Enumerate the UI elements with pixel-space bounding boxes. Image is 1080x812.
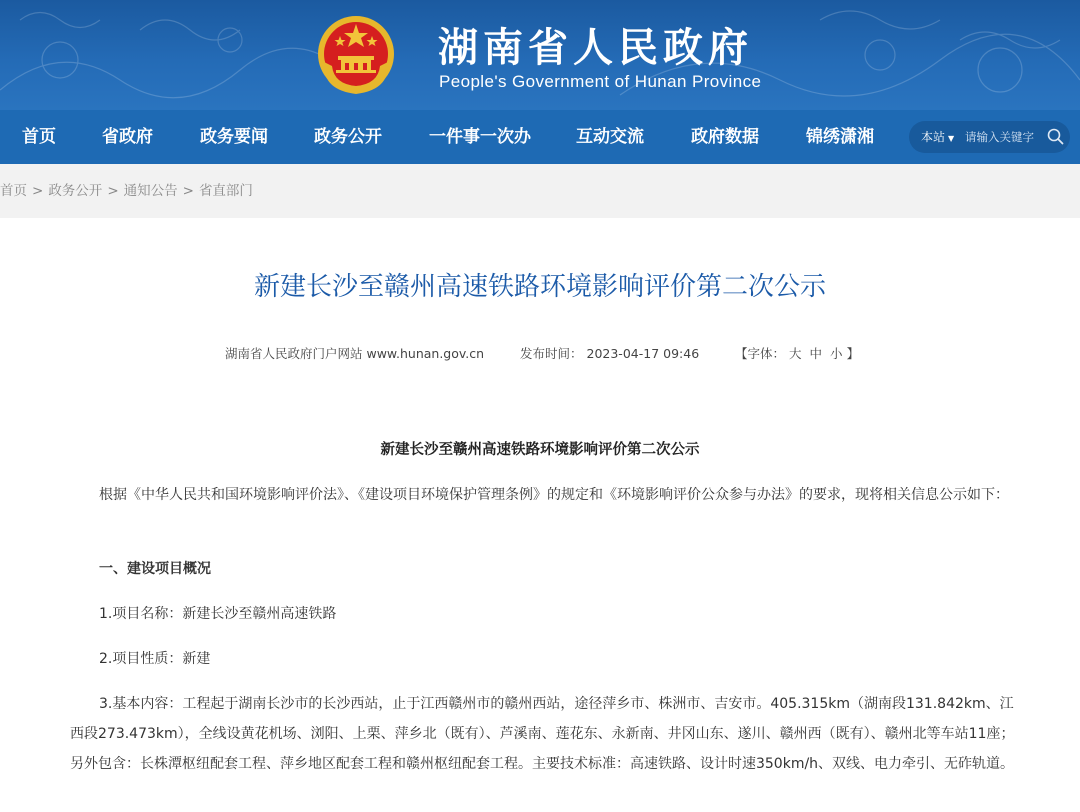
search-bar (909, 121, 1070, 153)
breadcrumb-separator: > (107, 183, 119, 199)
nav-item-government-news[interactable]: 政务要闻 (200, 127, 268, 147)
breadcrumb-separator: > (182, 183, 194, 199)
font-size-medium-button[interactable]: 中 (809, 346, 823, 361)
breadcrumb (0, 180, 253, 202)
breadcrumb-home[interactable]: 首页 (0, 183, 27, 199)
intro-paragraph: 根据《中华人民共和国环境影响评价法》、《建设项目环境保护管理条例》的规定和《环境影响评价公众参与办法》的要求，现将相关信息公示如下： (99, 487, 1009, 503)
nav-item-splendid-hunan[interactable]: 锦绣潇湘 (806, 127, 874, 147)
article-title: 新建长沙至赣州高速铁路环境影响评价第二次公示 (253, 272, 826, 302)
publish-time-label: 发布时间： (520, 346, 583, 361)
section-heading-project-overview: 一、建设项目概况 (99, 561, 211, 577)
breadcrumb-government-affairs[interactable]: 政务公开 (48, 183, 103, 199)
font-size-large-button[interactable]: 大 (789, 346, 802, 361)
publish-time-value: 2023-04-17 09:46 (586, 346, 700, 361)
font-size-label: 【字体： (735, 346, 786, 361)
nav-item-government-data[interactable]: 政府数据 (691, 127, 759, 147)
breadcrumb-provincial-departments[interactable]: 省直部门 (198, 183, 253, 199)
font-size-close-bracket: 】 (846, 346, 860, 361)
nav-item-home[interactable]: 首页 (22, 127, 56, 147)
site-header (0, 0, 1080, 110)
search-input[interactable] (965, 127, 1045, 147)
item-project-nature: 2.项目性质：新建 (99, 651, 211, 667)
nav-item-interaction[interactable]: 互动交流 (576, 127, 644, 147)
breadcrumb-separator: > (32, 183, 44, 199)
search-scope-select[interactable] (921, 121, 954, 155)
search-icon[interactable] (1047, 128, 1064, 145)
article-publish-time (520, 344, 699, 362)
font-size-control (735, 344, 859, 362)
caret-down-icon: ▼ (948, 134, 955, 143)
site-title[interactable]: 湖南省人民政府 (438, 25, 753, 71)
search-scope-label: 本站 (921, 130, 946, 144)
site-subtitle: People's Government of Hunan Province (439, 72, 762, 91)
nav-item-government-affairs-disclosure[interactable]: 政务公开 (314, 127, 382, 147)
article-source: 湖南省人民政府门户网站 www.hunan.gov.cn (225, 346, 485, 361)
document-heading: 新建长沙至赣州高速铁路环境影响评价第二次公示 (380, 442, 700, 458)
national-emblem-logo[interactable] (316, 12, 396, 98)
breadcrumb-notices[interactable]: 通知公告 (123, 183, 178, 199)
item-basic-content: 3.基本内容：工程起于湖南长沙市的长沙西站，止于江西赣州市的赣州西站，途径萍乡市、株洲市、吉安市。405.315km（湖南段131.842km、江西段273.473km），全线设黄花机场、浏阳、上栗、萍乡北（既有）、芦溪南、莲花东、永新南、井冈山东、遂川、赣州西（既有）、赣州北等车站11座；另外包含：长株潭枢纽配套工程、萍乡地区配套工程和赣州枢纽配套工程。主要技术标准：高速铁路、设计时速350km/h、双线、电力牵引、无砟轨道。 (70, 696, 1015, 772)
nav-item-provincial-government[interactable]: 省政府 (102, 127, 153, 147)
nav-item-one-thing-once[interactable]: 一件事一次办 (429, 127, 531, 147)
font-size-small-button[interactable]: 小 (830, 346, 843, 361)
article-container (0, 218, 1080, 812)
item-project-name: 1.项目名称：新建长沙至赣州高速铁路 (99, 606, 337, 622)
